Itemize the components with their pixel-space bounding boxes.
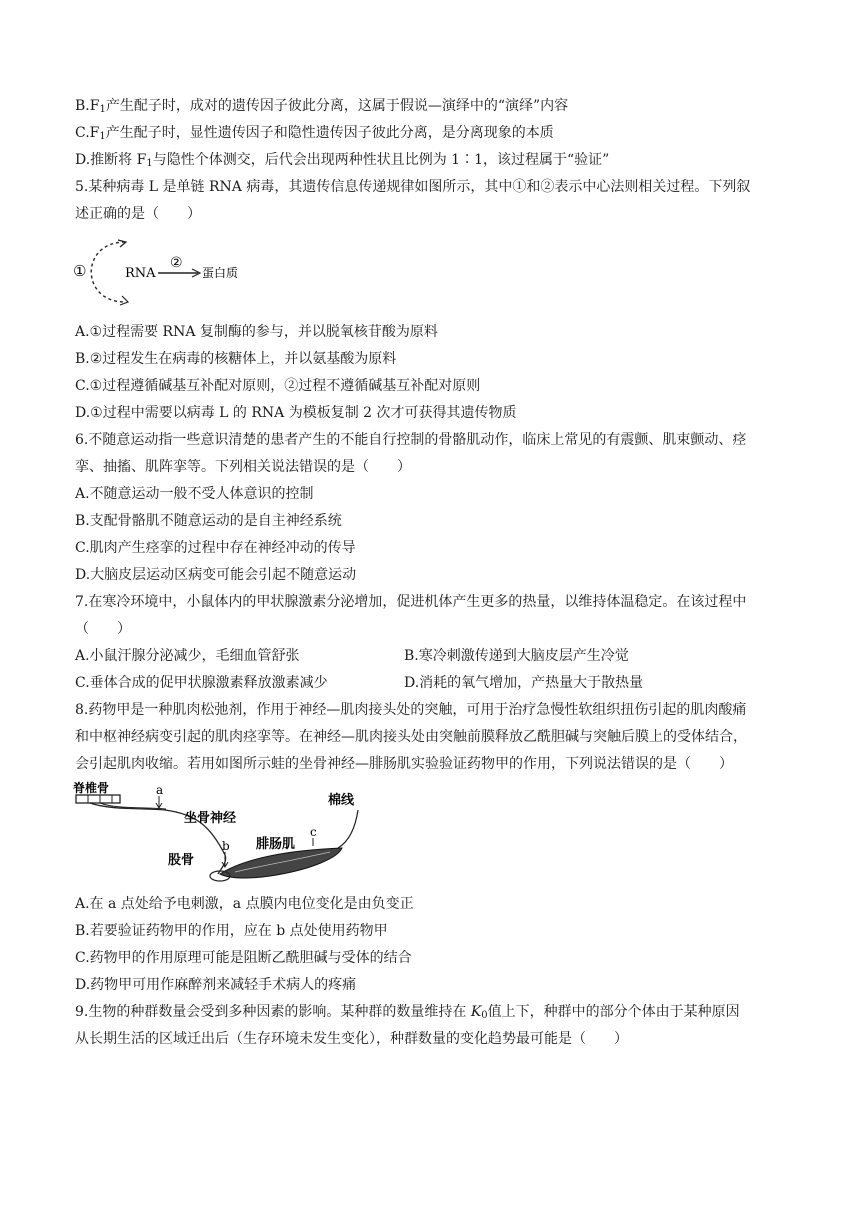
protein-label: 蛋白质 [202,266,239,280]
q5-central-dogma-figure [70,232,260,312]
q6-option-c: C.肌肉产生痉挛的过程中存在神经冲动的传导 [75,540,356,556]
muscle-label: 腓肠肌 [256,837,296,852]
point-b-label: b [222,839,230,853]
femur-label: 股骨 [168,853,195,868]
q4-option-b: $B.F_1$产生配子时，成对的遗传因子彼此分离，这属于假说—演绎中的“演绎”内容 [75,98,569,115]
q7-option-a: A.小鼠汗腺分泌减少，毛细血管舒张 [75,648,300,664]
q6-stem-line2: 挛、抽搐、肌阵挛等。下列相关说法错误的是（ ） [75,459,411,475]
q5-option-d: D.①过程中需要以病毒 L 的 RNA 为模板复制 2 次才可获得其遗传物质 [75,405,517,421]
q8-nerve-muscle-figure [70,780,390,890]
point-c-label: c [310,825,317,839]
q7-stem-line2: （ ） [75,621,131,637]
q5-option-a: A.①过程需要 RNA 复制酶的参与，并以脱氧核苷酸为原料 [75,324,438,340]
q5-stem-line1: 5.某种病毒 L 是单链 RNA 病毒，其遗传信息传递规律如图所示，其中①和②表示中心法则相关过程。下列叙 [75,179,751,195]
q8-stem-line2: 和中枢神经病变引起的肌肉痉挛等。在神经—肌肉接头处由突触前膜释放乙酰胆碱与突触后膜上的受体结合， [75,729,747,745]
q7-option-b: B.寒冷刺激传递到大脑皮层产生冷觉 [404,648,629,664]
spine-bone [76,795,120,803]
process-2-label: ② [170,255,183,271]
q9-stem-line1: 9.生物的种群数量会受到多种因素的影响。某种群的数量维持在 $K_0$值上下，种群中的部分个体由于某种原因 [75,1004,740,1021]
q6-stem-line1: 6.不随意运动指一些意识清楚的患者产生的不能自行控制的骨骼肌动作，临床上常见的有震颤、肌束颤动、痉 [75,432,747,448]
q5-stem-line2: 述正确的是（ ） [75,206,201,222]
cotton-thread [338,810,358,848]
q4-option-c: $C.F_1$产生配子时，显性遗传因子和隐性遗传因子彼此分离，是分离现象的本质 [75,125,554,142]
spine-label: 脊椎骨 [73,781,110,795]
sciatic-nerve-label: 坐骨神经 [184,811,237,826]
q7-stem-line1: 7.在寒冷环境中，小鼠体内的甲状腺激素分泌增加，促进机体产生更多的热量，以维持体温稳定。在该过程中 [75,594,747,610]
rna-label: RNA [125,266,156,281]
replication-loop-arrow [91,242,125,302]
q8-option-a: A.在 a 点处给予电刺激，a 点膜内电位变化是由负变正 [75,896,414,912]
q8-option-d: D.药物甲可用作麻醉剂来减轻手术病人的疼痛 [75,977,357,993]
q5-option-c: C.①过程遵循碱基互补配对原则，②过程不遵循碱基互补配对原则 [75,378,481,394]
q8-option-c: C.药物甲的作用原理可能是阻断乙酰胆碱与受体的结合 [75,950,412,966]
gastrocnemius-muscle [220,848,342,878]
q8-stem-line1: 8.药物甲是一种肌肉松弛剂，作用于神经—肌肉接头处的突触，可用于治疗急慢性软组织扭伤引起的肌肉酸痛 [75,702,747,718]
process-1-label: ① [73,262,87,280]
q8-stem-line3: 会引起肌肉收缩。若用如图所示蛙的坐骨神经—腓肠肌实验验证药物甲的作用，下列说法错误的是（ ） [75,756,733,772]
q5-option-b: B.②过程发生在病毒的核糖体上，并以氨基酸为原料 [75,351,397,367]
q6-option-b: B.支配骨骼肌不随意运动的是自主神经系统 [75,513,342,529]
q6-option-d: D.大脑皮层运动区病变可能会引起不随意运动 [75,567,357,583]
q7-option-c: C.垂体合成的促甲状腺激素释放激素减少 [75,675,328,691]
q6-option-a: A.不随意运动一般不受人体意识的控制 [75,486,314,502]
q9-stem-line2: 从长期生活的区域迁出后（生存环境未发生变化），种群数量的变化趋势最可能是（ ） [75,1031,628,1047]
thread-label: 棉线 [328,793,355,808]
point-a-label: a [156,783,164,797]
q8-option-b: B.若要验证药物甲的作用，应在 b 点处使用药物甲 [75,923,388,939]
q4-option-d: D.推断将 $F_1$与隐性个体测交，后代会出现两种性状且比例为 1∶1，该过程属于“验证” [75,152,610,169]
q7-option-d: D.消耗的氧气增加，产热量大于散热量 [404,675,644,691]
